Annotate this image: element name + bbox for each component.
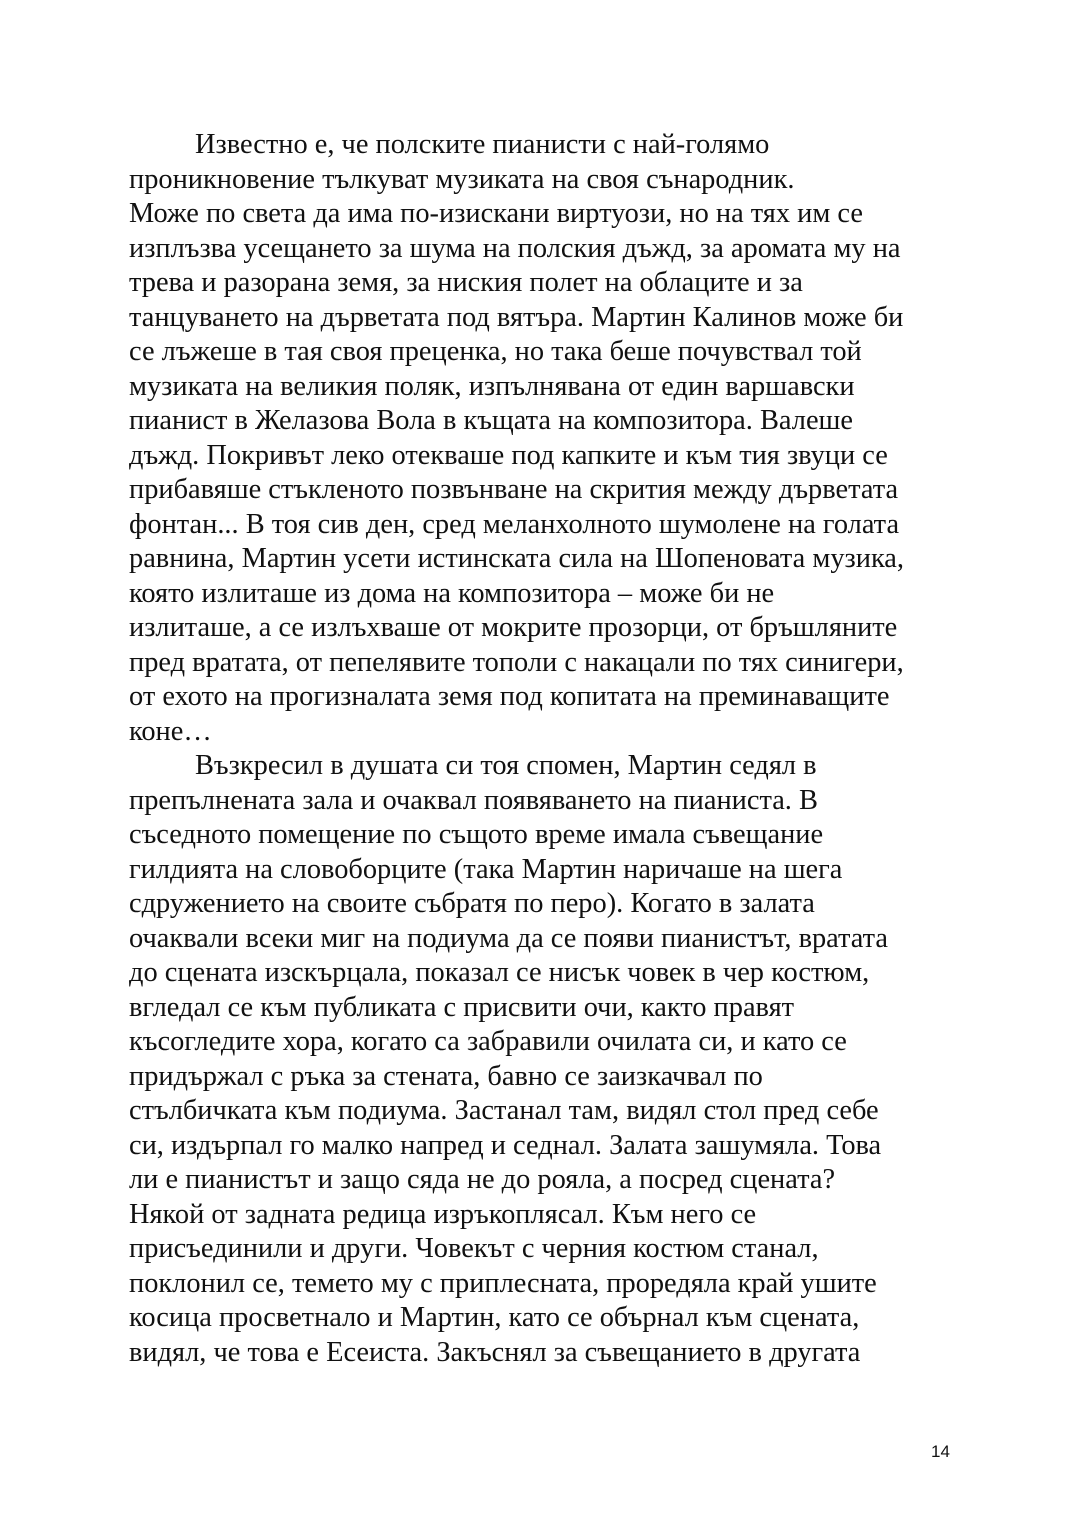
text-line: поклонил се, темето му с приплесната, проредяла край ушите xyxy=(129,1267,877,1299)
text-line: пред вратата, от пепелявите тополи с накацали по тях синигери, xyxy=(129,646,904,678)
text-line: присъединили и други. Човекът с черния костюм станал, xyxy=(129,1233,819,1264)
text-line: Може по света да има по-изискани виртуози, но на тях им се xyxy=(129,198,863,229)
text-line: стълбичката към подиума. Застанал там, видял стол пред себе xyxy=(129,1095,879,1126)
text-line: сдружението на своите събратя по перо). Когато в залата xyxy=(129,888,815,919)
text-line: препълнената зала и очаквал появяването на пианиста. В xyxy=(129,784,818,816)
text-line: се лъжеше в тая своя преценка, но така беше почувствал той xyxy=(129,336,862,367)
text-line: видял, че това е Есеиста. Закъснял за съвещанието в другата xyxy=(129,1336,861,1368)
text-line: косица просветнало и Мартин, като се обърнал към сцената, xyxy=(129,1302,860,1333)
text-line: танцуването на дърветата под вятъра. Мартин Калинов може би xyxy=(129,301,904,333)
text-line: излиташе, а се излъхваше от мокрите прозорци, от бръшляните xyxy=(129,612,898,643)
text-line: ли е пианистът и защо сяда не до рояла, а посред сцената? xyxy=(129,1164,836,1195)
text-line: очаквали всеки миг на подиума да се появи пианистът, вратата xyxy=(129,922,889,954)
text-line: коне… xyxy=(129,715,212,747)
text-line: си, издърпал го малко напред и седнал. Залата зашумяла. Това xyxy=(129,1129,882,1161)
page-number: 14 xyxy=(931,1442,950,1461)
text-line: късогледите хора, когато са забравили очилата си, и като се xyxy=(129,1026,847,1057)
text-line: проникновение тълкуват музиката на своя сънародник. xyxy=(129,163,795,195)
text-line: равнина, Мартин усети истинската сила на Шопеновата музика, xyxy=(129,543,905,574)
text-line: трева и разорана земя, за ниския полет на облаците и за xyxy=(129,267,803,298)
text-line: прибавяше стъкленото позвънване на скрития между дърветата xyxy=(129,474,899,505)
text-line: музиката на великия поляк, изпълнявана от един варшавски xyxy=(129,370,855,402)
text-line: от ехото на прогизналата земя под копитата на преминаващите xyxy=(129,681,890,712)
text-line: Някой от задната редица изръкоплясал. Към него се xyxy=(129,1198,757,1230)
text-line: до сцената изскърцала, показал се нисък човек в чер костюм, xyxy=(129,957,870,988)
text-line: придържал с ръка за стената, бавно се заизкачвал по xyxy=(129,1060,763,1092)
text-line: дъжд. Покривът леко отекваше под капките и към тия звуци се xyxy=(129,439,888,471)
text-line: вгледал се към публиката с присвити очи, както правят xyxy=(129,991,795,1023)
text-line: гилдията на словоборците (така Мартин наричаше на шега xyxy=(129,853,843,885)
text-line: фонтан... В тоя сив ден, сред меланхолното шумолене на голата xyxy=(129,508,900,540)
text-line: Възкресил в душата си тоя спомен, Мартин седял в xyxy=(195,750,817,781)
text-line: Известно е, че полските пианисти с най-голямо xyxy=(195,129,770,160)
text-line: пианист в Желазова Вола в къщата на композитора. Валеше xyxy=(129,405,854,436)
text-line: изплъзва усещането за шума на полския дъжд, за аромата му на xyxy=(129,232,901,264)
text-line: която излиташе из дома на композитора – може би не xyxy=(129,577,775,609)
text-line: съседното помещение по същото време имала съвещание xyxy=(129,819,824,850)
body-text xyxy=(129,128,959,1370)
